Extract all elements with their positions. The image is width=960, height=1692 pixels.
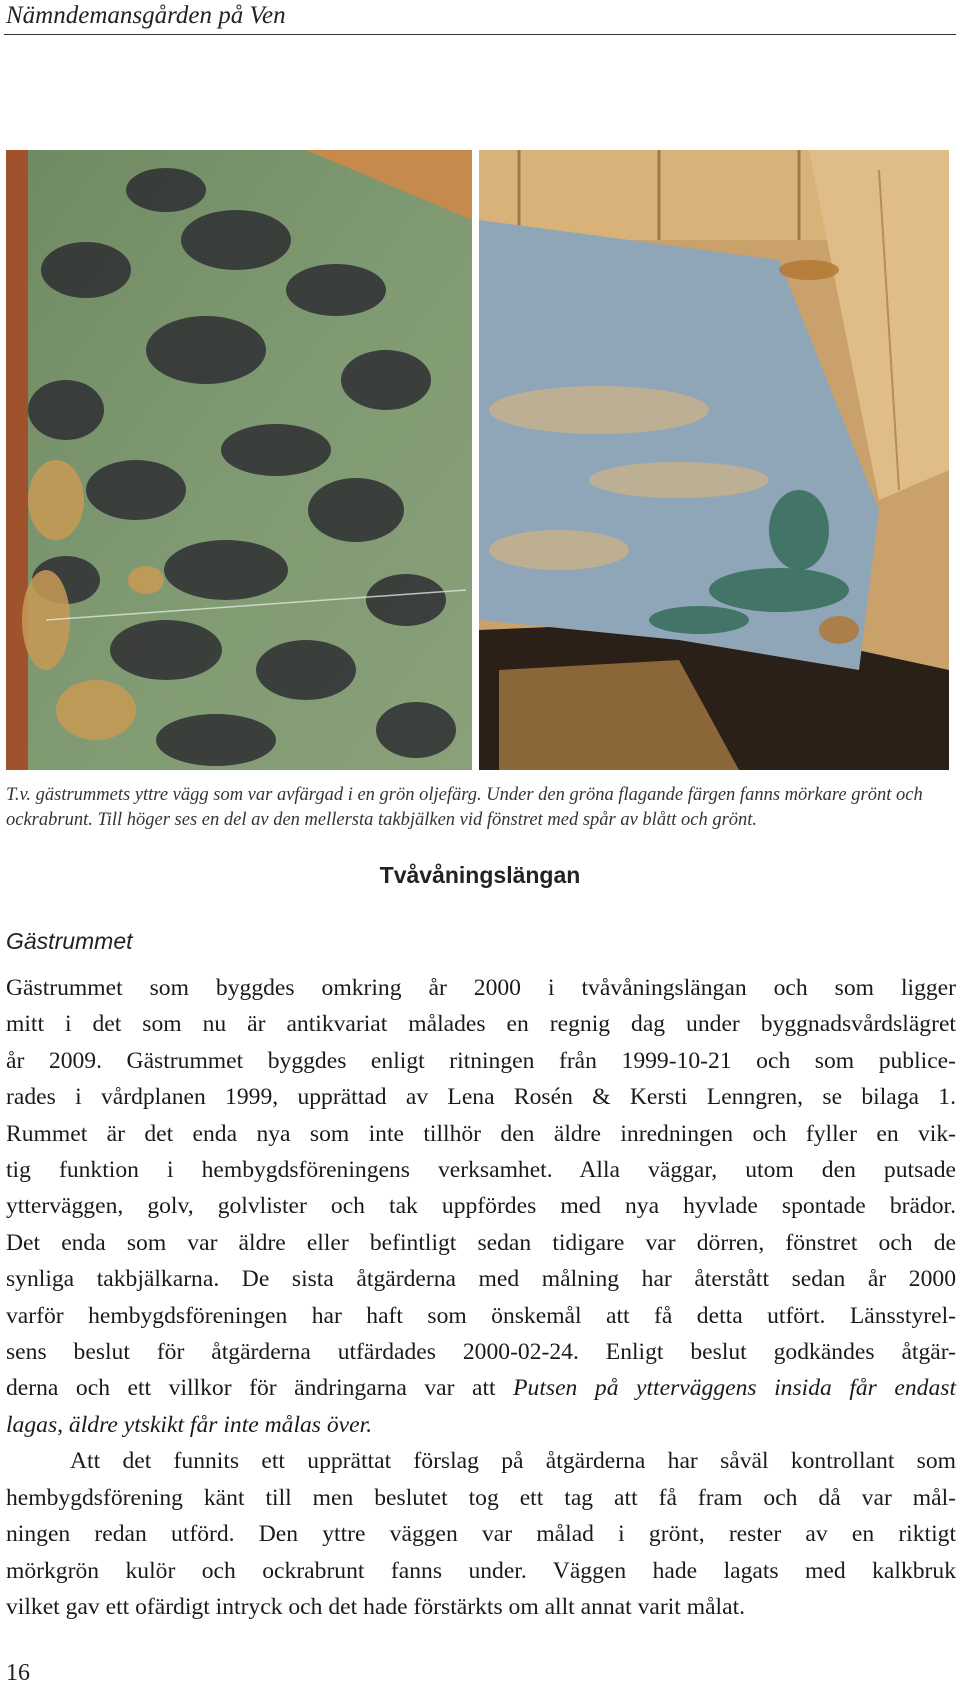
text-line: tig funktion i hembygdsföreningens verksamhet. Alla väggar, utom den putsade xyxy=(6,1157,956,1184)
text-line: hembygdsförening känt till men beslutet tog ett tag att få fram och då var mål- xyxy=(6,1484,956,1511)
ceiling-beam-illustration xyxy=(479,150,949,770)
figure-caption xyxy=(6,783,956,833)
text-line: synliga takbjälkarna. De sista åtgärderna med målning har återstått sedan år 2000 xyxy=(6,1266,956,1293)
running-header-title: Nämndemansgården på Ven xyxy=(6,2,286,29)
text-line: rades i vårdplanen 1999, upprättad av Lena Rosén & Kersti Lenngren, se bilaga 1. xyxy=(6,1084,956,1111)
text-line: ytterväggen, golv, golvlister och tak uppfördes med nya hyvlade spontade brädor. xyxy=(6,1193,956,1220)
caption-line-2: ockrabrunt. Till höger ses en del av den mellersta takbjälken vid fönstret med spår av blått och grönt. xyxy=(6,810,758,830)
header-rule xyxy=(4,34,956,35)
text-line: ningen redan utförd. Den yttre väggen var målad i grönt, rester av en riktigt xyxy=(6,1521,956,1548)
paragraph-1 xyxy=(6,970,956,1443)
photo-green-wall xyxy=(6,150,472,770)
section-title: Tvåvåningslängan xyxy=(379,862,581,888)
text-line: varför hembygdsföreningen har haft som önskemål att få detta utfört. Länsstyrel- xyxy=(6,1302,956,1329)
text-line: vilket gav ett ofärdigt intryck och det hade förstärkts om allt annat varit målat. xyxy=(6,1593,746,1620)
text-line: Att det funnits ett upprättat förslag på åtgärderna har såväl kontrollant som xyxy=(70,1448,956,1475)
green-wall-illustration xyxy=(6,150,472,770)
text-italic-quote-end: lagas, äldre ytskikt får inte målas över. xyxy=(6,1411,373,1438)
text-line: Det enda som var äldre eller befintligt sedan tidigare var dörren, fönstret och de xyxy=(6,1229,956,1256)
text-line: år 2009. Gästrummet byggdes enligt ritningen från 1999-10-21 och som publice- xyxy=(6,1047,956,1074)
caption-line-1: T.v. gästrummets yttre vägg som var avfärgad i en grön oljefärg. Under den gröna flagande färgen fanns mörkare grönt och xyxy=(6,785,923,805)
text-italic-quote: Putsen på ytterväggens insida får endast xyxy=(513,1375,956,1402)
text-plain: derna och ett villkor för ändringarna var att xyxy=(6,1375,514,1402)
text-line: sens beslut för åtgärderna utfärdades 2000-02-24. Enligt beslut godkändes åtgär- xyxy=(6,1339,956,1366)
text-line: Gästrummet som byggdes omkring år 2000 i tvåvåningslängan och som ligger xyxy=(6,975,956,1001)
photo-ceiling-beam xyxy=(479,150,949,770)
body-text xyxy=(6,970,956,1625)
text-line: Rummet är det enda nya som inte tillhör den äldre inredningen och fyller en vik- xyxy=(6,1120,956,1147)
page-number: 16 xyxy=(6,1660,30,1686)
text-line-mixed xyxy=(6,1370,956,1406)
paragraph-2 xyxy=(6,1443,956,1625)
text-line: mitt i det som nu är antikvariat målades en regnig dag under byggnadsvårdslägret xyxy=(6,1011,956,1038)
text-line: mörkgrön kulör och ockrabrunt fanns under. Väggen hade lagats med kalkbruk xyxy=(6,1557,956,1584)
subsection-title: Gästrummet xyxy=(6,928,133,954)
